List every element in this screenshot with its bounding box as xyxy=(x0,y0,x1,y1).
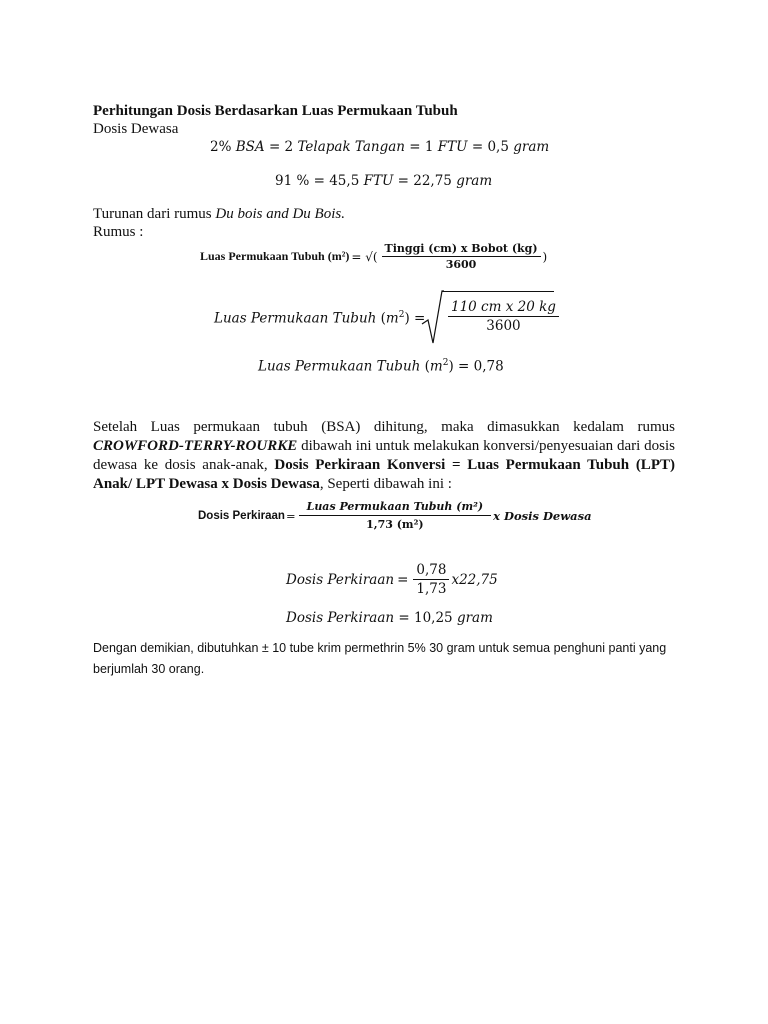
dose-result-unit: gram xyxy=(456,610,493,626)
eq2-mid-value: 45,5 xyxy=(329,173,360,189)
equation-dose-substitution: Dosis Perkiraan = $\frac{0,78}{1,73}$ x22,75 xyxy=(286,562,498,597)
eq2-pct: 91 % xyxy=(275,173,310,189)
dose-formula-lhs: Dosis Perkiraan xyxy=(198,509,285,522)
equation-dose-result: Dosis Perkiraan = 10,25 gram xyxy=(286,610,493,626)
bsa-sub-lhs: Luas Permukaan Tubuh xyxy=(214,310,377,327)
eq1-gram-value: 0,5 xyxy=(487,139,509,155)
bsa-formula-lhs: Luas Permukaan Tubuh (m²) xyxy=(200,249,350,263)
bsa-formula-denominator: 3600 xyxy=(445,258,477,271)
paragraph-part-3: , Seperti dibawah ini : xyxy=(319,476,452,492)
eq1-n-tangan: 2 xyxy=(284,139,294,155)
eq1-pct: 2% xyxy=(210,139,232,155)
equation-ftu-base: 2% BSA = 2 Telapak Tangan = 1 FTU = 0,5 gram xyxy=(210,139,550,155)
eq2-gram-value: 22,75 xyxy=(413,173,452,189)
sqrt-icon xyxy=(420,290,444,345)
method-name: CROWFORD-TERRY-ROURKE xyxy=(93,438,298,454)
dose-sub-numerator: 0,78 xyxy=(413,562,449,580)
dose-sub-multiplier: x22,75 xyxy=(451,571,498,588)
eq2-gram: gram xyxy=(456,173,493,189)
bsa-formula: Luas Permukaan Tubuh (m²) = √( $\frac{\text{Tinggi (cm) x Bobot (kg)}}{3600}$ ) xyxy=(200,242,548,271)
eq1-lhs: BSA xyxy=(235,139,265,155)
dose-formula-denominator: 1,73 (m²) xyxy=(366,518,424,531)
dose-sub-lhs: Dosis Perkiraan xyxy=(286,571,395,588)
derivation-prefix: Turunan dari rumus xyxy=(93,206,216,222)
explanation-paragraph xyxy=(93,418,675,494)
bsa-sub-numerator: 110 cm x 20 kg xyxy=(448,299,559,317)
paragraph-part-1: Setelah Luas permukaan tubuh (BSA) dihitung, maka dimasukkan kedalam rumus xyxy=(93,419,675,435)
dose-sub-denominator: 1,73 xyxy=(416,581,447,597)
dose-formula: Dosis Perkiraan = $\frac{\text{Luas Permukaan Tubuh (m²)}}{\text{1,73 (m²)}}$ x Dosis Dewasa xyxy=(198,500,592,531)
section-label: Dosis Dewasa xyxy=(93,121,179,137)
dose-result-value: 10,25 xyxy=(414,610,453,626)
rumus-label: Rumus : xyxy=(93,224,144,240)
eq2-ftu: FTU xyxy=(363,173,394,189)
page-title: Perhitungan Dosis Berdasarkan Luas Permukaan Tubuh xyxy=(93,103,458,119)
eq1-telapak: Telapak Tangan xyxy=(297,139,405,155)
dose-formula-rhs: x Dosis Dewasa xyxy=(493,508,592,523)
eq1-n-ftu: 1 xyxy=(424,139,434,155)
paragraph-part-2: dibawah ini untuk melakukan konversi/penyesuaian dari dosis dewasa ke dosis anak-anak, xyxy=(93,438,675,473)
sqrt-bar xyxy=(442,291,554,292)
eq1-ftu: FTU xyxy=(437,139,468,155)
bsa-result-lhs: Luas Permukaan Tubuh xyxy=(258,358,421,375)
bsa-sub-denominator: 3600 xyxy=(486,318,521,334)
equation-ftu-total: 91 % = 45,5 FTU = 22,75 gram xyxy=(275,173,493,189)
closing-paragraph: Dengan demikian, dibutuhkan ± 10 tube krim permethrin 5% 30 gram untuk semua penghuni panti yang berjumlah 30 orang. xyxy=(93,641,667,676)
bsa-result-value: 0,78 xyxy=(473,358,504,375)
paragraph-bold-formula: Dosis Perkiraan Konversi = Luas Permukaan Tubuh (LPT) Anak/ LPT Dewasa x Dosis Dewasa xyxy=(93,457,675,492)
dose-formula-numerator: Luas Permukaan Tubuh (m²) xyxy=(299,500,492,516)
equation-bsa-result: Luas Permukaan Tubuh $(m^2) = 0,78$ xyxy=(258,358,504,375)
eq1-gram: gram xyxy=(513,139,550,155)
derivation-source: Du bois and Du Bois. xyxy=(215,206,345,222)
bsa-formula-numerator: Tinggi (cm) x Bobot (kg) xyxy=(382,242,541,257)
derivation-line xyxy=(93,206,345,223)
dose-result-lhs: Dosis Perkiraan xyxy=(286,610,395,626)
